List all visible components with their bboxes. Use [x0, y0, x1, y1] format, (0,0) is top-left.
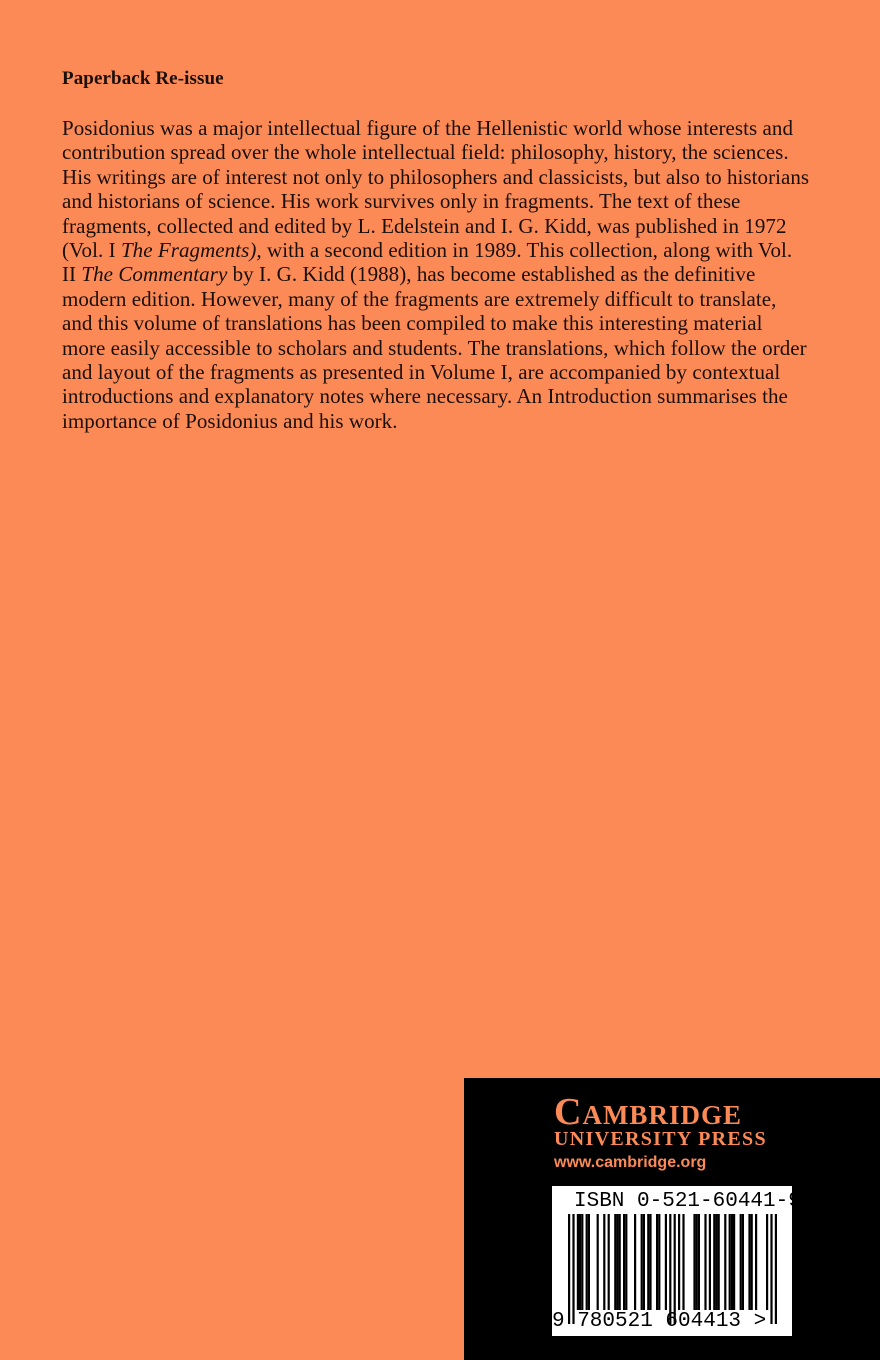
blurb-segment: with a second edition in 1989. This collection, along with Vol.	[261, 238, 793, 263]
barcode-bar	[616, 1214, 618, 1310]
publisher-block	[464, 1078, 880, 1360]
barcode-bar	[647, 1214, 649, 1310]
barcode-guard-bar	[568, 1214, 570, 1324]
barcode-bar	[751, 1214, 753, 1310]
barcode-bar	[704, 1214, 706, 1310]
barcode-bar	[619, 1214, 621, 1310]
barcode-bar	[588, 1214, 590, 1310]
isbn-label: ISBN 0-521-60441-9	[574, 1190, 801, 1213]
blurb-segment: modern edition. However, many of the fragments are extremely difficult to translate,	[62, 286, 777, 311]
blurb-italic-title: The Commentary	[81, 262, 228, 287]
publisher-subtitle: UNIVERSITY PRESS	[554, 1128, 767, 1150]
barcode-bar	[623, 1214, 625, 1310]
barcode-guard-bar	[572, 1214, 574, 1324]
blurb-line	[62, 262, 822, 286]
blurb-line	[62, 165, 822, 189]
publisher-name: CAMBRIDGE	[554, 1091, 742, 1133]
blurb-segment: introductions and explanatory notes where necessary. An Introduction summarises the	[62, 384, 788, 409]
blurb-line	[62, 140, 822, 164]
barcode-bar	[733, 1214, 735, 1310]
barcode-bar	[649, 1214, 651, 1310]
barcode-bar	[715, 1214, 717, 1310]
blurb-line	[62, 384, 822, 408]
barcode-bar	[740, 1214, 742, 1310]
barcode-bar	[731, 1214, 733, 1310]
barcode-bar	[641, 1214, 643, 1310]
barcode-bar	[682, 1214, 684, 1310]
barcode-guard-bar	[674, 1214, 676, 1324]
blurb-segment: His writings are of interest not only to philosophers and classicists, but also to historians	[62, 164, 810, 189]
blurb-line	[62, 409, 822, 433]
barcode-bar	[696, 1214, 698, 1310]
reissue-heading: Paperback Re-issue	[62, 68, 224, 89]
barcode-bar	[748, 1214, 750, 1310]
barcode-bar	[586, 1214, 588, 1310]
blurb-text	[62, 116, 822, 433]
blurb-italic-title: The Fragments),	[120, 238, 262, 263]
blurb-segment: and historians of science. His work survives only in fragments. The text of these	[62, 189, 741, 214]
barcode-bar	[678, 1214, 680, 1310]
blurb-segment: more easily accessible to scholars and students. The translations, which follow the order	[62, 335, 807, 360]
blurb-line	[62, 287, 822, 311]
barcode-bar	[643, 1214, 645, 1310]
blurb-line	[62, 214, 822, 238]
barcode-bar	[614, 1214, 616, 1310]
barcode-bar	[603, 1214, 605, 1310]
barcode-bar	[579, 1214, 581, 1310]
blurb-line	[62, 311, 822, 335]
barcode-guard-bar	[775, 1214, 777, 1324]
barcode-bar	[766, 1214, 768, 1310]
blurb-segment: Posidonius was a major intellectual figure of the Hellenistic world whose interests and	[62, 116, 794, 140]
barcode-bar	[658, 1214, 660, 1310]
blurb-line	[62, 336, 822, 360]
barcode-bar	[634, 1214, 636, 1310]
publisher-url: www.cambridge.org	[554, 1154, 707, 1171]
barcode-bar	[698, 1214, 700, 1310]
barcode-bar	[597, 1214, 599, 1310]
barcode-bar	[718, 1214, 720, 1310]
blurb-segment: by I. G. Kidd (1988), has become established as the definitive	[227, 262, 756, 287]
barcode-bar	[581, 1214, 583, 1310]
barcode-bar	[577, 1214, 579, 1310]
barcode-bar	[625, 1214, 627, 1310]
barcode-bar	[729, 1214, 731, 1310]
blurb-line	[62, 116, 822, 140]
barcode-bar	[656, 1214, 658, 1310]
barcode-bar	[608, 1214, 610, 1310]
ean-digits: 9 780521 604413 >	[552, 1310, 767, 1333]
barcode-bar	[693, 1214, 695, 1310]
blurb-line	[62, 360, 822, 384]
barcode-bar	[742, 1214, 744, 1310]
blurb-segment: II	[62, 262, 82, 287]
barcode-guard-bar	[770, 1214, 772, 1324]
blurb-segment: and layout of the fragments as presented in Volume I, are accompanied by contextual	[62, 360, 781, 385]
blurb-segment: importance of Posidonius and his work.	[62, 408, 398, 433]
blurb-segment: contribution spread over the whole intellectual field: philosophy, history, the sciences.	[62, 140, 789, 165]
barcode-bar	[713, 1214, 715, 1310]
blurb-segment: (Vol. I	[62, 238, 121, 263]
barcode-bar	[755, 1214, 757, 1310]
blurb-segment: fragments, collected and edited by L. Edelstein and I. G. Kidd, was published in 1972	[62, 213, 787, 238]
blurb-line	[62, 238, 822, 262]
barcode-bar	[709, 1214, 711, 1310]
barcode-bar	[724, 1214, 726, 1310]
blurb-line	[62, 189, 822, 213]
barcode-bar	[665, 1214, 667, 1310]
barcode-guard-bar	[669, 1214, 671, 1324]
barcode-panel	[552, 1186, 801, 1336]
blurb-segment: and this volume of translations has been compiled to make this interesting material	[62, 311, 763, 336]
